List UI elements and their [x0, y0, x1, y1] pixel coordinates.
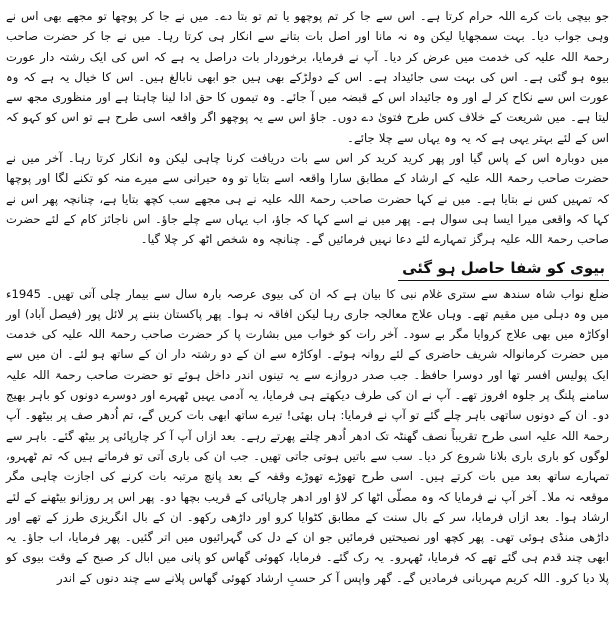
paragraph-2: میں دوبارہ اس کے پاس گیا اور پھر کرید کرید کر اس سے بات دریافت کرنا چاہی لیکن وہ انکار کرتا رہا۔ آخر میں نے حضرت صاحب رحمۃ اللہ علیہ کے ارشاد کے مطابق سارا واقعہ اسے بتایا تو وہ حیرانی سے میرے منہ کو تکنے لگا اور پوچھا کہ تمہیں کس نے بتایا ہے۔ میں نے کہا حضرت صاحب رحمۃ اللہ علیہ نے ہی مجھے سب کچھ بتایا ہے، چنانچہ پھر اس نے کہا کہ واقعی میرا ایسا ہی سوال ہے۔ پھر میں نے اسے کہا کہ جاؤ، اب یہاں سے چلے جاؤ۔ اس ناجائز کام کے لئے حضرت صاحب رحمۃ اللہ علیہ ہرگز تمہارے لئے دعا نہیں فرمائیں گے۔ چنانچہ وہ شخص اٹھ کر چلا گیا۔	[6, 151, 609, 247]
paragraph-3: ضلع نواب شاہ سندھ سے ستری غلام نبی کا بیان ہے کہ ان کی بیوی عرصہ بارہ سال سے بیمار چلی آتی تھیں۔ 1945ء میں وہ دہلی میں مقیم تھے۔ وہاں علاج معالجہ جاری رہا لیکن افاقہ نہ ہوا۔ پھر پاکستان بننے پر لائل پور (فیصل آباد) اور اوکاڑہ میں بھی علاج کروایا مگر بے سود۔ آخر رات کو خواب میں بشارت پا کر حضرت صاحب رحمۃ اللہ علیہ کی خدمت میں حضرت کرمانوالہ شریف حاضری کے لئے روانہ ہوئے۔ اوکاڑہ سے ان کے دو رشتہ دار ان کے ساتھ ہو لئے۔ ان میں سے ایک پولیس افسر تھا اور دوسرا حافظ۔ جب صدر دروازے سے یہ تینوں اندر داخل ہوئے تو حضرت صاحب رحمۃ اللہ علیہ سامنے پلنگ پر جلوہ افروز تھے۔ آپ نے ان کی طرف دیکھتے ہی فرمایا، یہ آدمی یہیں ٹھہرے اور دوسرے دونوں کو باہر بھیج دو۔ ان کے دونوں ساتھی باہر چلے گئے تو آپ نے فرمایا: ہاں بھئی! تیرے ساتھ ابھی بات کریں گے، تم اُدھر صف پر بیٹھو۔ آپ رحمۃ اللہ علیہ اسی طرح تقریباً نصف گھنٹہ تک ادھر اُدھر چلتے پھرتے رہے۔ بعد ازاں آپ آ کر چارپائی پر بیٹھ گئے۔ باہر سے لوگوں کو باری باری بلانا شروع کر دیا۔ سب سے باتیں ہوتی جاتی تھیں۔ جب ان کی باری آتی تو فرماتے ہیں کہ تم ٹھہرو، تمہارے ساتھ بعد میں بات کرتے ہیں۔ اسی طرح تھوڑے تھوڑے وقفہ کے بعد پانچ مرتبہ بات کرنے کی اجازت چاہی مگر موقعہ نہ ملا۔ آخر آپ نے فرمایا کہ وہ مصلّی اٹھا کر لاؤ اور ادھر چارپائی کے قریب بچھا دو۔ پھر اس پر روزانو بیٹھنے کے لئے ارشاد ہوا۔ بعد ازاں فرمایا، سر کے بال سنت کے مطابق کٹوایا کرو اور داڑھی رکھو۔ ان کے بال انگریزی طرز کے تھے اور داڑھی منڈی ہوئی تھی۔ پھر کچھ اور نصیحتیں فرمائیں جو ان کے دل کی گہرائیوں میں اتر گئیں۔ پھر فرمایا، اب جاؤ۔ یہ ابھی چند قدم ہی گئے تھے کہ فرمایا، ٹھہرو۔ یہ رک گئے۔ فرمایا، کھوئی گھاس کو پانی میں ابال کر صبح کے وقت بیوی کو پلا دیا کرو۔ اللہ کریم مہربانی فرمادیں گے۔ گھر واپس آ کر حسبِ ارشاد کھوئی گھاس پلانے سے چند دنوں کے اندر	[6, 286, 609, 585]
paragraph-1: جو بیچی بات کرے اللہ حرام کرتا ہے۔ اس سے جا کر تم پوچھو یا تم تو بتا دے۔ میں نے جا کر پوچھا تو مجھے بھی اس نے وہی جواب دیا۔ بہت سمجھایا لیکن وہ نہ مانا اور اصل بات بتانے سے انکار ہی کرتا رہا۔ میں نے جا کر حضرت صاحب رحمۃ اللہ علیہ کی خدمت میں عرض کر دیا۔ آپ نے فرمایا، برخوردار بات دراصل یہ ہے کہ اس کی ایک رشتہ دار عورت بیوہ ہو گئی ہے۔ اس کی بہت سی جائیداد ہے۔ اس کے دولڑکے بھی ہیں جو ابھی نابالغ ہیں۔ اس کا خیال یہ ہے کہ وہ عورت اس سے نکاح کر لے اور وہ جائیداد اس کے قبضہ میں آ جائے۔ وہ تیموں کا حق ادا لینا چاہتا ہے اور منظوری مجھ سے لیتا ہے۔ میں شریعت کے خلاف کس طرح فتویٰ دے دوں۔ جاؤ اس سے یہ پوچھو اگر واقعہ اسی طرح ہے تو اس کو کہو کہ اس کے لئے بہتر یہی ہے کہ یہ وہ یہاں سے چلا جائے۔	[6, 9, 609, 145]
section-heading-wrap	[6, 256, 609, 282]
section-heading: بیوی کو شفا حاصل ہو گئی	[398, 256, 609, 281]
